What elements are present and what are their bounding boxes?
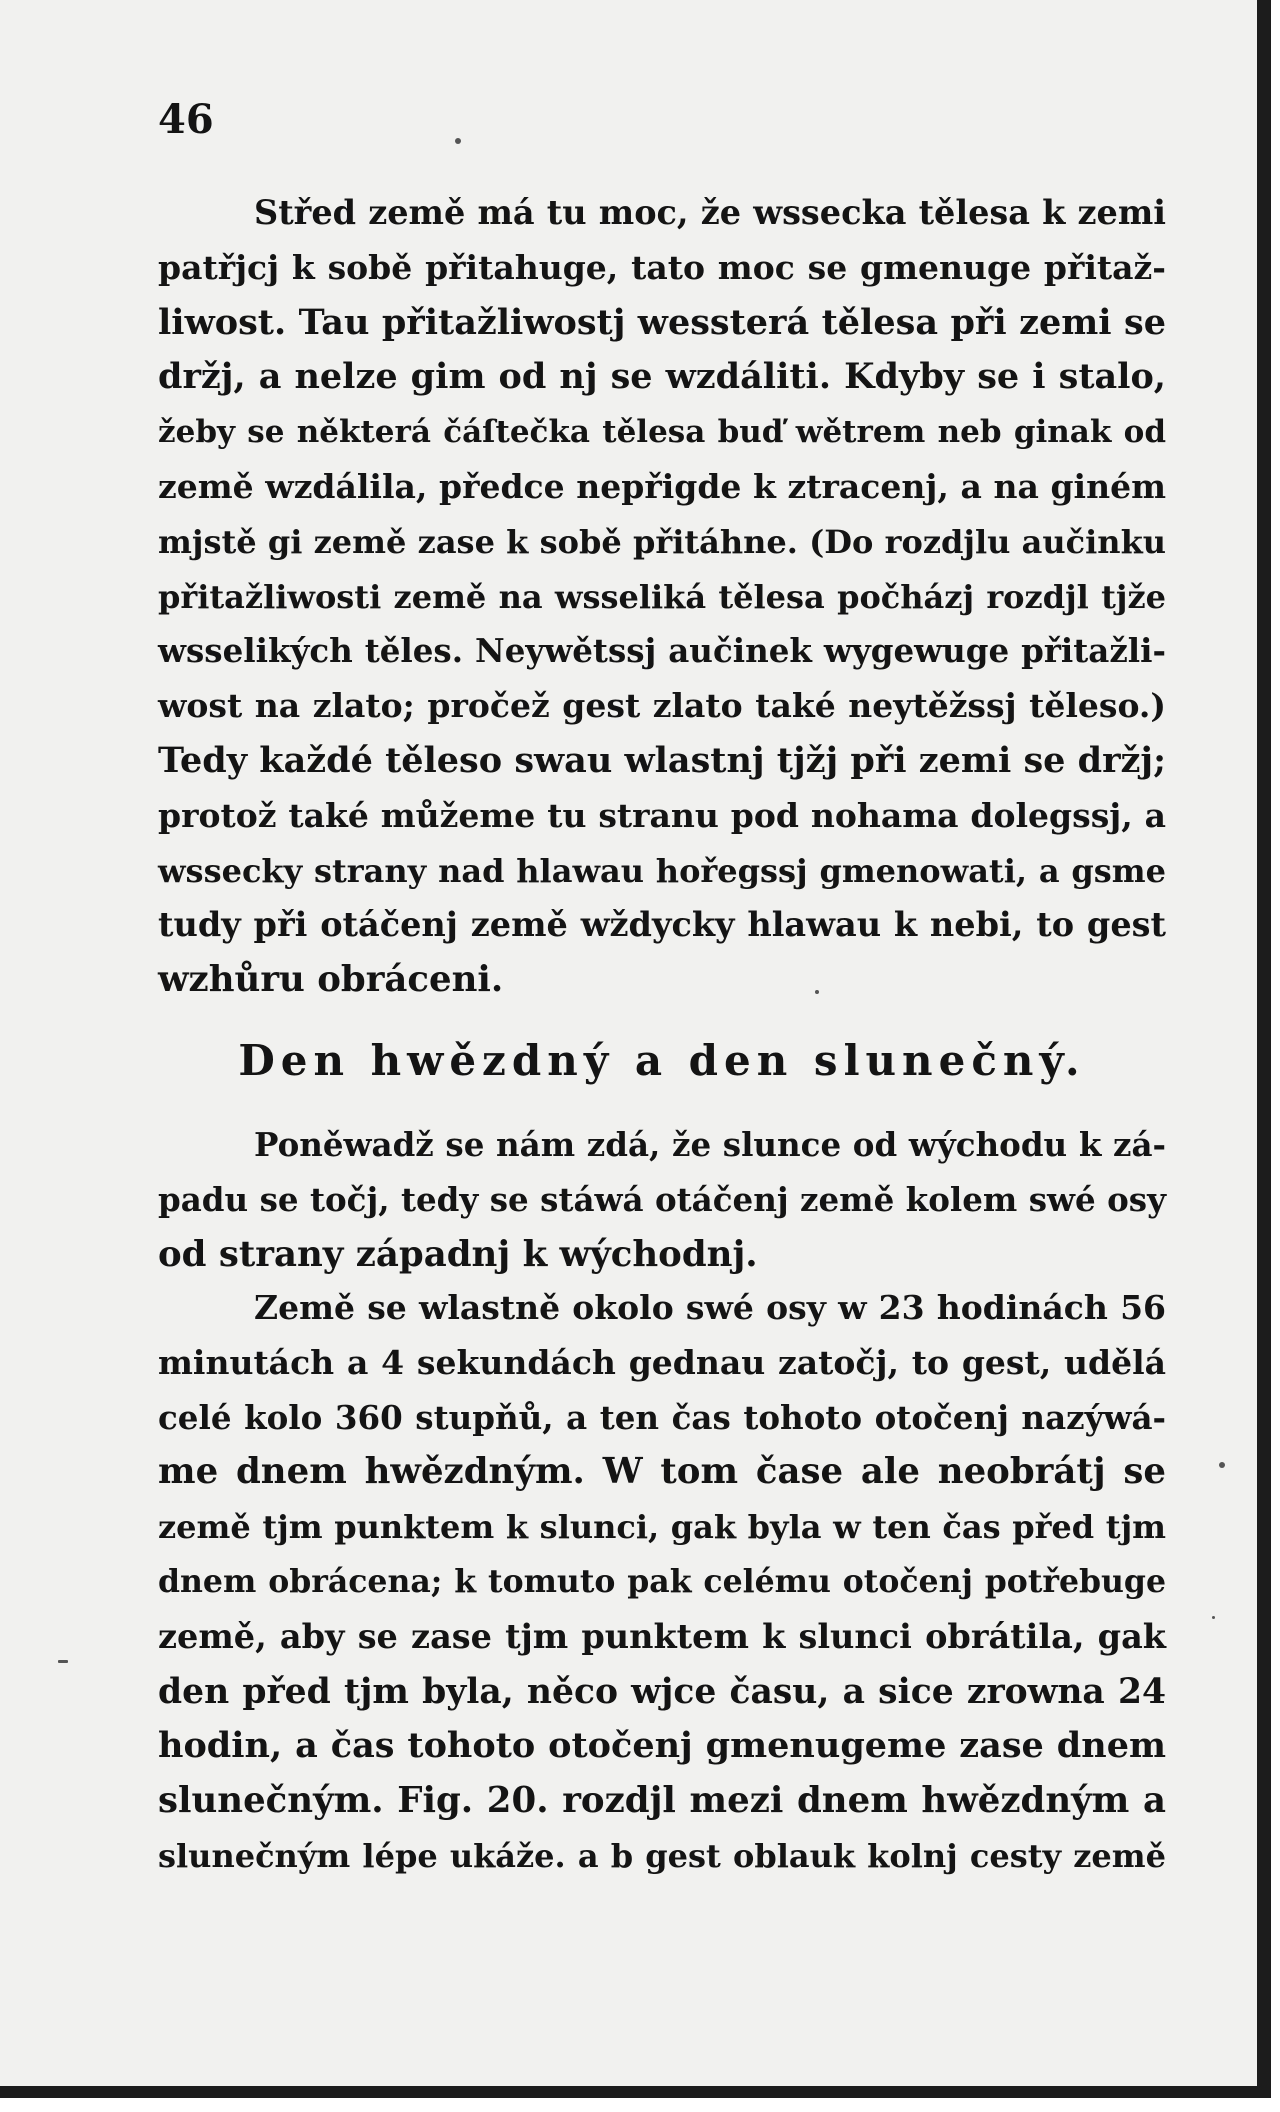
paragraph-rotation <box>158 1118 1166 1282</box>
text-line: me dnem hwězdným. W tom čase ale neobrátj se <box>158 1451 1166 1493</box>
text-line: patřjcj k sobě přitahuge, tato moc se gmenuge přitaž- <box>158 247 1166 287</box>
text-line: wost na zlato; pročež gest zlato také neytěžssj těleso.) <box>158 686 1166 726</box>
text-line: hodin, a čas tohoto otočenj gmenugeme zase dnem <box>158 1725 1166 1767</box>
section-heading: Den hwězdný a den slunečný. <box>238 1036 1086 1085</box>
text-line: od strany západnj k wýchodnj. <box>158 1233 758 1275</box>
speck <box>1212 1616 1215 1619</box>
text-line: padu se točj, tedy se stáwá otáčenj země kolem swé osy <box>158 1179 1166 1219</box>
text-line: den před tjm byla, něco wjce času, a sice zrowna 24 <box>158 1671 1166 1712</box>
text-line: mjstě gi země zase k sobě přitáhne. (Do rozdjlu aučinku <box>158 522 1166 561</box>
text-line: celé kolo 360 stupňů, a ten čas tohoto otočenj nazýwá- <box>158 1397 1166 1437</box>
speck <box>58 1660 68 1663</box>
text-line: žeby se některá čáſtečka tělesa buď wětrem neb ginak od <box>158 414 1166 451</box>
text-line: Tedy každé těleso swau wlastnj tjžj při zemi se držj; <box>158 739 1166 781</box>
text-line: země, aby se zase tjm punktem k slunci obrátila, gak <box>158 1616 1166 1656</box>
text-line: wssecky strany nad hlawau hořegssj gmenowati, a gsme <box>158 851 1166 890</box>
paragraph-gravity <box>158 186 1166 1008</box>
text-line: Poněwadž se nám zdá, že slunce od wýchodu k zá- <box>254 1125 1166 1164</box>
text-line: slunečným lépe ukáže. a b gest oblauk kolnj cesty země <box>158 1836 1166 1875</box>
text-line: země wzdálila, předce nepřigde k ztracenj, a na giném <box>158 466 1166 506</box>
text-line: wsselikých těles. Neywětssj aučinek wygewuge přitažli- <box>158 631 1166 671</box>
speck <box>815 990 819 994</box>
text-line: wzhůru obráceni. <box>158 959 504 1001</box>
paragraph-sidereal-day <box>158 1281 1166 1884</box>
text-line: slunečným. Fig. 20. rozdjl mezi dnem hwězdným a <box>158 1780 1166 1822</box>
text-line: držj, a nelze gim od nj se wzdáliti. Kdyby se i stalo, <box>158 356 1166 398</box>
text-line: Země se wlastně okolo swé osy w 23 hodinách 56 <box>254 1288 1166 1327</box>
speck <box>455 138 461 144</box>
page-number: 46 <box>158 96 214 143</box>
text-line: dnem obrácena; k tomuto pak celému otočenj potřebuge <box>158 1562 1166 1600</box>
text-line: země tjm punktem k slunci, gak byla w ten čas před tjm <box>158 1508 1166 1547</box>
text-line: přitažliwosti země na wsseliká tělesa počházj rozdjl tjže <box>158 577 1166 616</box>
text-line: protož také můžeme tu stranu pod nohama dolegssj, a <box>158 795 1166 835</box>
speck <box>1219 1462 1225 1468</box>
text-line: Střed země má tu moc, že wssecka tělesa k zemi <box>254 193 1166 232</box>
text-line: liwost. Tau přitažliwostj wessterá tělesa při zemi se <box>158 301 1166 343</box>
text-line: minutách a 4 sekundách gednau zatočj, to gest, udělá <box>158 1342 1166 1382</box>
text-line: tudy při otáčenj země wždycky hlawau k nebi, to gest <box>158 905 1166 945</box>
